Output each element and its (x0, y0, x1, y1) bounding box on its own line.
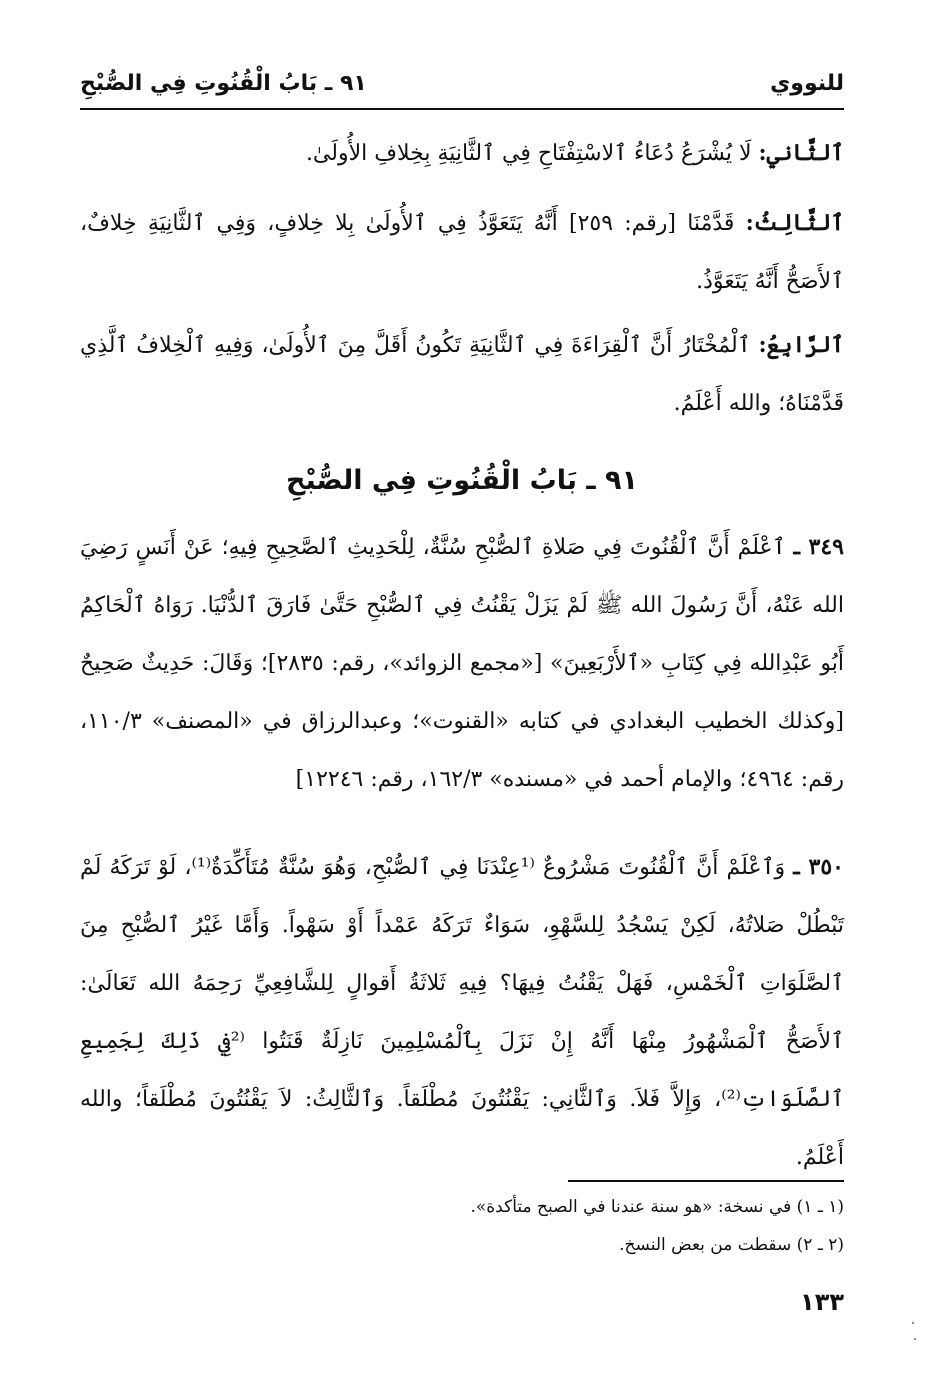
paragraph-350 (80, 838, 844, 1187)
page-content (80, 48, 844, 1348)
running-header (80, 62, 844, 104)
paragraph-second (80, 124, 844, 183)
paragraph-text: ٱعْلَمْ أَنَّ ٱلْقُنُوتَ فِي صَلاةِ ٱلصُّبْحِ سُنَّةٌ، لِلْحَدِيثِ ٱلصَّحِيحِ فِيهِ؛ عَنْ أَنَسٍ رَضِيَ الله عَنْهُ، أَنَّ رَسُولَ الله ﷺ لَمْ يَزَلْ يَقْنُتُ فِي ٱلصُّبْحِ حَتَّىٰ فَارَقَ ٱلدُّنْيَا. رَوَاهُ ٱلْحَاكِمُ أَبُو عَبْدِالله فِي كِتَابِ «ٱلأَرْبَعِينَ» [«مجمع الزوائد»، رقم: ٢٨٣٥]؛ وَقَالَ: حَدِيثٌ صَحِيحٌ [وكذلك الخطيب البغدادي في كتابه «القنوت»؛ وعبدالرزاق في «المصنف» ١١٠/٣، رقم: ٤٩٦٤؛ والإمام أحمد في «مسنده» ١٦٢/٣، رقم: ١٢٢٤٦] (80, 535, 845, 792)
footnote-2: (٢ ـ ٢) سقطت من بعض النسخ. (619, 1235, 844, 1255)
paragraph-number: ٣٥٠ ـ (793, 854, 844, 880)
paragraph-text: وَٱعْلَمْ أَنَّ ٱلْقُنُوتَ مَشْرُوعٌ ⁽¹عِنْدَنَا فِي ٱلصُّبْحِ، وَهُوَ سُنَّةٌ مُتَأَكِّدَةٌ⁽¹⁾، لَوْ تَرَكَهُ لَمْ تَبْطُلْ صَلاتُهُ، لَكِنْ يَسْجُدُ لِلسَّهْوِ، سَوَاءٌ تَرَكَهُ عَمْداً أَوْ سَهْواً. وَأَمَّا غَيْرُ ٱلصُّبْحِ مِنَ ٱلصَّلَوَاتِ ٱلْخَمْسِ، فَهَلْ يَقْنُتُ فِيهَا؟ فِيهِ ثَلاثَةُ أَقوالٍ لِلشَّافِعِيِّ رَحِمَهُ الله تَعَالَىٰ: ٱلأَصَحُّ ٱلْمَشْهُورُ مِنْهَا أَنَّهُ إِنْ نَزَلَ بِٱلْمُسْلِمِينَ نَازِلَةٌ قَنَتُوا ⁽²فِي ذَلِكَ لِجَمِيعِ ٱلصَّلَوَاتِ⁽²⁾، وَإِلاَّ فَلاَ. وَٱلثَّانِي: يَقْنُتُونَ مُطْلَقاً. وَٱلثَّالِثُ: لاَ يَقْنُتُونَ مُطْلَقاً؛ والله أَعْلَمُ. (80, 855, 844, 1170)
scan-speck (914, 1338, 916, 1340)
header-rule (80, 108, 844, 110)
paragraph-lead: ٱلرَّابِعُ: (758, 332, 844, 358)
chapter-heading: ٩١ ـ بَابُ الْقُنُوتِ فِي الصُّبْحِ (286, 465, 638, 496)
paragraph-text: قَدَّمْنَا [رقم: ٢٥٩] أَنَّهُ يَتَعَوَّذُ فِي ٱلأُولَىٰ بِلا خِلافٍ، وَفِي ٱلثَّانِيَةِ خِلافٌ، ٱلأَصَحُّ أَنَّهُ يَتَعَوَّذُ. (80, 211, 844, 294)
scan-speck (912, 1322, 914, 1324)
paragraph-number: ٣٤٩ ـ (793, 534, 844, 560)
paragraph-third (80, 194, 844, 311)
header-chapter-title: ٩١ ـ بَابُ الْقُنُوتِ فِي الصُّبْحِ (80, 70, 367, 96)
header-author: للنووي (770, 70, 844, 96)
paragraph-fourth (80, 316, 844, 433)
paragraph-349 (80, 518, 844, 809)
paragraph-text: لَا يُشْرَعُ دُعَاءُ ٱلاسْتِفْتَاحِ فِي ٱلثَّانِيَةِ بِخِلافِ الأُولَىٰ. (305, 141, 759, 166)
footnote-1: (١ ـ ١) في نسخة: «هو سنة عندنا في الصبح متأكدة». (470, 1197, 844, 1217)
paragraph-lead: ٱلثَّاني: (758, 140, 844, 166)
page-number: ١٣٣ (800, 1288, 844, 1316)
footnote-rule (568, 1180, 844, 1182)
paragraph-lead: ٱلثَّالِثُ: (745, 210, 844, 236)
paragraph-text: ٱلْمُخْتَارُ أَنَّ ٱلْقِرَاءَةَ فِي ٱلثَّانِيَةِ تَكُونُ أَقَلَّ مِنَ ٱلأُولَىٰ، وَفِيهِ ٱلْخِلافُ ٱلَّذِي قَدَّمْنَاهُ؛ والله أَعْلَمُ. (80, 333, 844, 416)
